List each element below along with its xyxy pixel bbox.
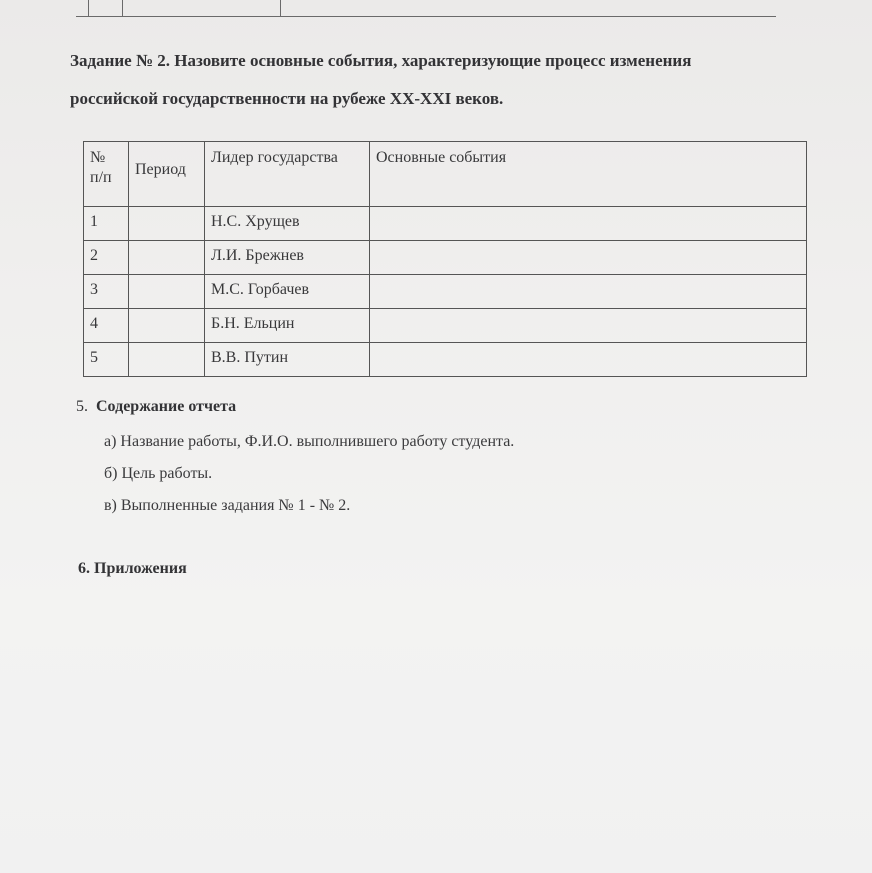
row-leader: Н.С. Хрущев: [205, 207, 370, 241]
row-events: [370, 309, 807, 343]
report-item: а) Название работы, Ф.И.О. выполнившего работу студента.: [104, 433, 515, 450]
table-divider: [122, 0, 123, 16]
appendix-section-title: 6. Приложения: [78, 560, 187, 577]
header-number: № п/п: [84, 142, 129, 207]
row-number: 4: [84, 309, 129, 343]
report-item: в) Выполненные задания № 1 - № 2.: [104, 497, 351, 514]
report-section-number: 5.: [76, 398, 88, 415]
row-events: [370, 207, 807, 241]
row-leader: М.С. Горбачев: [205, 275, 370, 309]
row-events: [370, 241, 807, 275]
header-events: Основные события: [370, 142, 807, 207]
table-row: [84, 207, 807, 241]
table-divider: [88, 0, 89, 16]
task-title-line-2: российской государственности на рубеже XX-XXI веков.: [70, 89, 504, 108]
row-number: 5: [84, 343, 129, 377]
report-section-title: [76, 398, 236, 416]
row-number: 1: [84, 207, 129, 241]
report-item: б) Цель работы.: [104, 465, 213, 482]
previous-table-remnant: [76, 0, 776, 17]
row-leader: Л.И. Брежнев: [205, 241, 370, 275]
row-number: 2: [84, 241, 129, 275]
report-section-label: Содержание отчета: [96, 398, 237, 415]
header-period: Период: [129, 142, 205, 207]
row-events: [370, 343, 807, 377]
row-period: [129, 207, 205, 241]
leaders-events-table: [83, 141, 807, 377]
header-leader: Лидер государства: [205, 142, 370, 207]
task-title: [70, 42, 790, 118]
table-divider: [280, 0, 281, 16]
row-period: [129, 309, 205, 343]
row-number: 3: [84, 275, 129, 309]
table-row: [84, 343, 807, 377]
row-period: [129, 275, 205, 309]
task-title-line-1: Задание № 2. Назовите основные события, характеризующие процесс изменения: [70, 51, 692, 70]
row-leader: В.В. Путин: [205, 343, 370, 377]
table-row: [84, 309, 807, 343]
table-row: [84, 241, 807, 275]
row-period: [129, 241, 205, 275]
table-row: [84, 275, 807, 309]
row-events: [370, 275, 807, 309]
table-header-row: [84, 142, 807, 207]
row-period: [129, 343, 205, 377]
row-leader: Б.Н. Ельцин: [205, 309, 370, 343]
